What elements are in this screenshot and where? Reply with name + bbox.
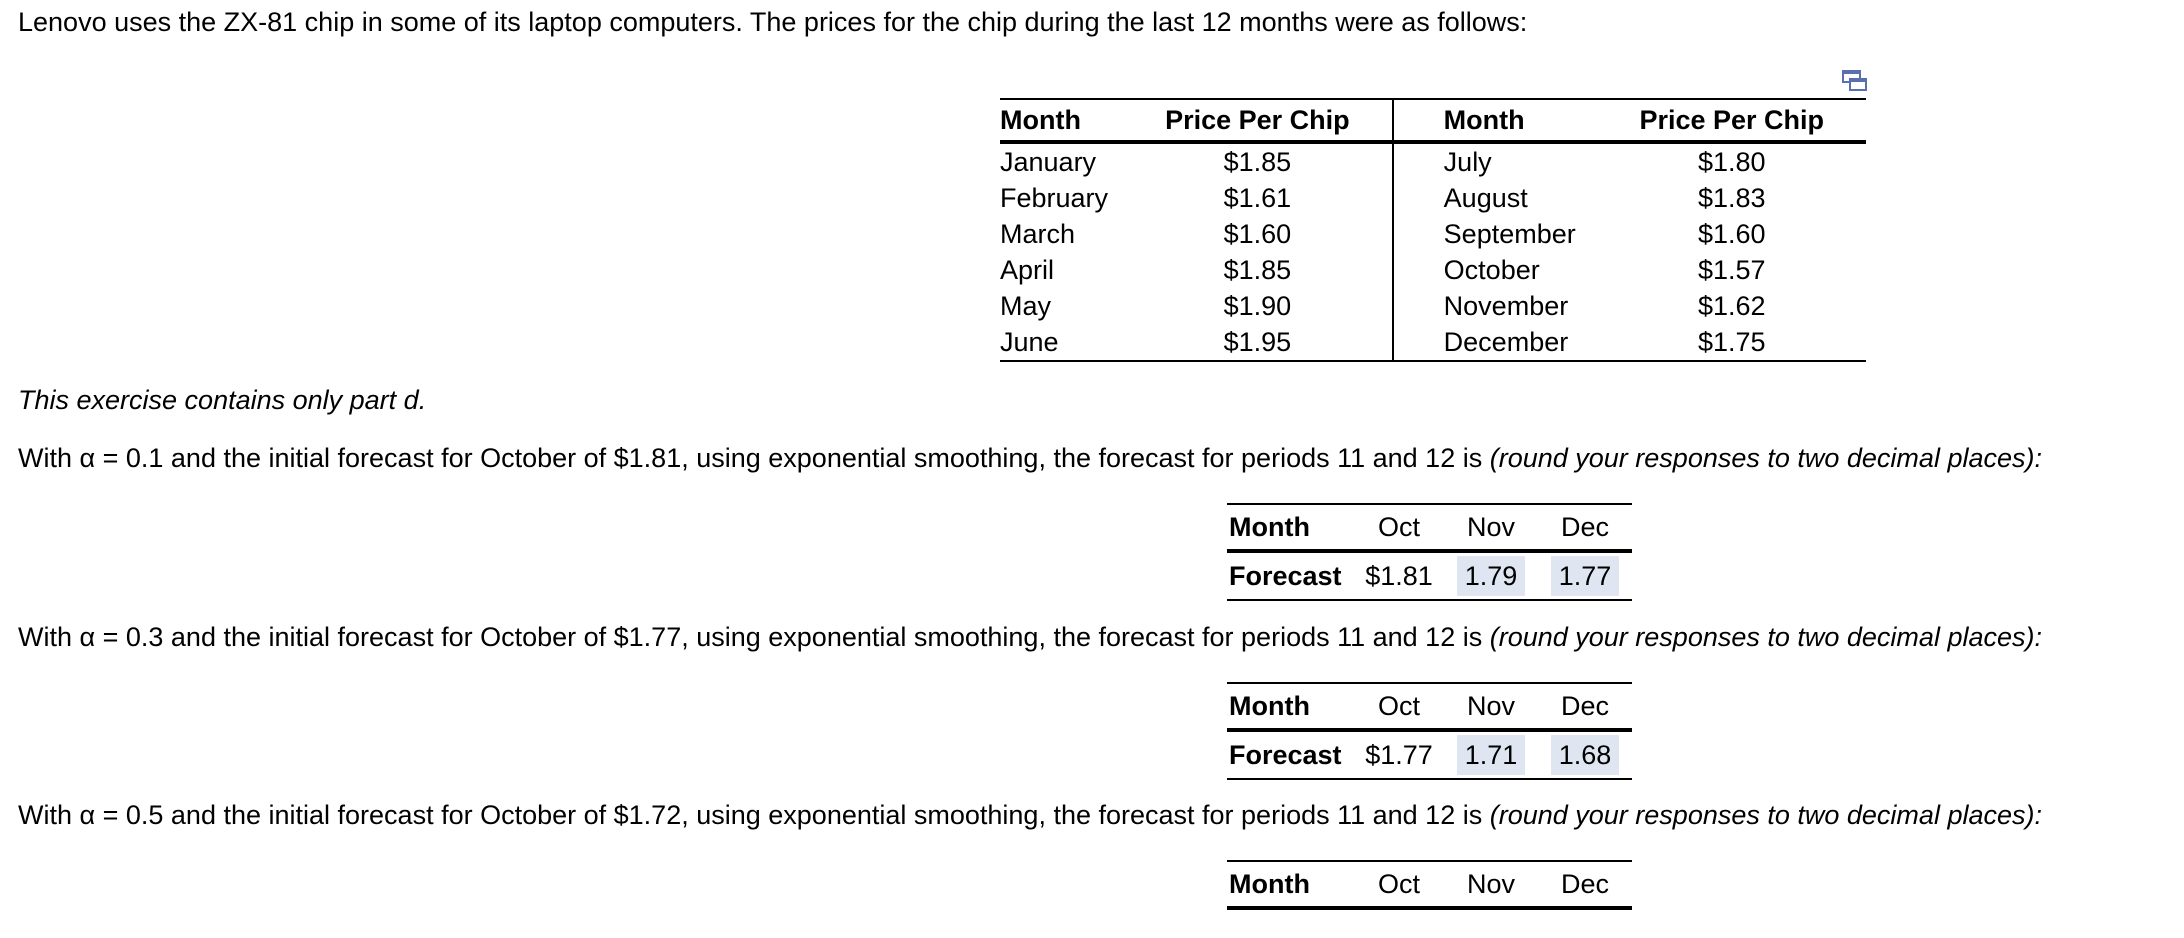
nov-header: Nov [1444, 683, 1538, 730]
question-1-hint: (round your responses to two decimal places): [1489, 443, 2042, 473]
question-2-text [18, 620, 2042, 654]
question-3-text [18, 798, 2042, 832]
question-1-text [18, 441, 2042, 475]
price-cell: $1.62 [1697, 290, 1766, 321]
month-cell: August [1393, 180, 1598, 216]
forecast-header-row [1227, 504, 1632, 551]
month-cell: January [1000, 146, 1097, 177]
table-row [1000, 252, 1866, 288]
month-cell: September [1393, 216, 1598, 252]
forecast-table-2 [1227, 682, 1632, 780]
dec-header: Dec [1538, 861, 1632, 908]
nov-header: Nov [1444, 504, 1538, 551]
oct-header: Oct [1354, 683, 1444, 730]
dec-forecast-cell [1538, 730, 1632, 779]
forecast-header-row [1227, 683, 1632, 730]
nov-forecast-cell [1444, 730, 1538, 779]
price-cell: $1.57 [1697, 254, 1766, 285]
price-cell: $1.80 [1697, 146, 1766, 177]
price-cell: $1.75 [1597, 324, 1866, 361]
expand-table-icon[interactable] [1842, 70, 1868, 92]
table-row [1000, 324, 1866, 361]
question-1-body: With α = 0.1 and the initial forecast for October of $1.81, using exponential smoothing, the forecast for periods 11 and 12 is [18, 443, 1490, 473]
month-header: Month [1227, 504, 1354, 551]
oct-forecast-value: $1.77 [1354, 730, 1444, 779]
month-cell: July [1393, 142, 1598, 180]
oct-header: Oct [1354, 504, 1444, 551]
month-cell: December [1393, 324, 1598, 361]
part-note: This exercise contains only part d. [18, 385, 427, 415]
forecast-label: Forecast [1227, 730, 1354, 779]
dec-forecast-input[interactable]: 1.68 [1551, 735, 1620, 775]
table-row [1000, 216, 1866, 252]
price-table-header-price-2: Price Per Chip [1597, 99, 1866, 142]
dec-header: Dec [1538, 504, 1632, 551]
month-cell: October [1393, 252, 1598, 288]
month-header: Month [1227, 683, 1354, 730]
question-2-body: With α = 0.3 and the initial forecast for October of $1.77, using exponential smoothing, the forecast for periods 11 and 12 is [18, 622, 1490, 652]
dec-header: Dec [1538, 683, 1632, 730]
price-table-header-month-1: Month [1000, 99, 1123, 142]
price-cell: $1.85 [1223, 146, 1292, 177]
question-3-body: With α = 0.5 and the initial forecast for October of $1.72, using exponential smoothing, the forecast for periods 11 and 12 is [18, 800, 1490, 830]
question-2-hint: (round your responses to two decimal places): [1489, 622, 2042, 652]
month-header: Month [1227, 861, 1354, 908]
forecast-table-3 [1227, 860, 1632, 910]
table-row [1000, 180, 1866, 216]
nov-forecast-cell [1444, 551, 1538, 600]
nov-header: Nov [1444, 861, 1538, 908]
nov-forecast-input[interactable]: 1.71 [1457, 735, 1526, 775]
month-cell: June [1000, 324, 1123, 361]
forecast-row [1227, 551, 1632, 600]
forecast-table-1 [1227, 503, 1632, 601]
price-table [1000, 98, 1866, 362]
price-cell: $1.61 [1223, 182, 1292, 213]
month-cell: February [1000, 182, 1109, 213]
forecast-header-row [1227, 861, 1632, 908]
price-table-header-row [1000, 99, 1866, 142]
price-cell: $1.83 [1697, 182, 1766, 213]
oct-forecast-value: $1.81 [1354, 551, 1444, 600]
question-3-hint: (round your responses to two decimal places): [1489, 800, 2042, 830]
dec-forecast-cell [1538, 551, 1632, 600]
oct-header: Oct [1354, 861, 1444, 908]
month-cell: March [1000, 218, 1076, 249]
table-row [1000, 142, 1866, 180]
dec-forecast-input[interactable]: 1.77 [1551, 556, 1620, 596]
month-cell: April [1000, 254, 1055, 285]
price-cell: $1.60 [1223, 218, 1292, 249]
month-cell: November [1393, 288, 1598, 324]
price-cell: $1.90 [1223, 290, 1292, 321]
forecast-label: Forecast [1227, 551, 1354, 600]
price-table-header-month-2: Month [1393, 99, 1598, 142]
price-cell: $1.95 [1123, 324, 1393, 361]
price-cell: $1.60 [1697, 218, 1766, 249]
price-cell: $1.85 [1223, 254, 1292, 285]
price-table-header-price-1: Price Per Chip [1123, 99, 1393, 142]
month-cell: May [1000, 290, 1052, 321]
nov-forecast-input[interactable]: 1.79 [1457, 556, 1526, 596]
forecast-row [1227, 730, 1632, 779]
table-row [1000, 288, 1866, 324]
intro-text: Lenovo uses the ZX-81 chip in some of its laptop computers. The prices for the chip during the last 12 months were as follows: [18, 7, 1528, 37]
